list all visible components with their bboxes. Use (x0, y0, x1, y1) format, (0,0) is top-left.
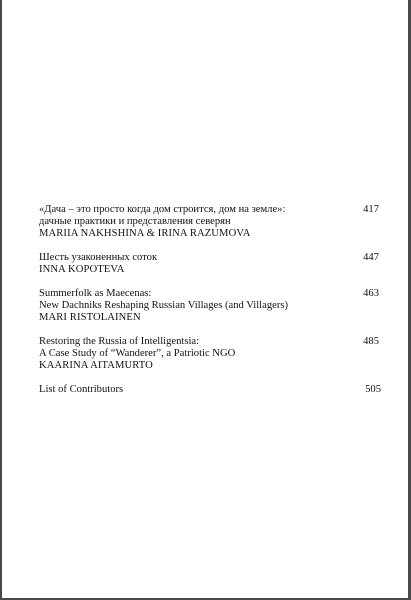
toc-entry-title-line: List of Contributors (39, 384, 124, 395)
toc-entry-author: MARIIA NAKHSHINA & IRINA RAZUMOVA (39, 228, 251, 239)
toc-entry-page-number: 447 (363, 252, 379, 263)
toc-entry-author: KAARINA AITAMURTO (39, 360, 153, 371)
toc-entry[interactable] (39, 336, 379, 372)
toc-entry[interactable] (39, 252, 379, 276)
toc-entry-title-line: New Dachniks Reshaping Russian Villages (and Villagers) (39, 300, 289, 311)
toc-entry-title-line: «Дача – это просто когда дом строится, дом на земле»: (39, 204, 286, 215)
toc-entry-page-number: 485 (363, 336, 379, 347)
toc-entry-title-line: Restoring the Russia of Intelligentsia: (39, 336, 200, 347)
toc-entry-title-line: A Case Study of “Wanderer”, a Patriotic NGO (39, 348, 236, 359)
toc-entry-title-line: дачные практики и представления северян (39, 216, 231, 227)
toc-entry[interactable] (39, 288, 379, 324)
toc-entry-page-number: 417 (363, 204, 379, 215)
toc-entry-author: INNA KOPOTEVA (39, 264, 125, 275)
toc-entry-title-line: Summerfolk as Maecenas: (39, 288, 152, 299)
table-of-contents (39, 204, 379, 408)
toc-entry-contributors[interactable] (39, 384, 379, 396)
toc-entry-page-number: 463 (363, 288, 379, 299)
toc-entry[interactable] (39, 204, 379, 240)
document-page (2, 0, 408, 598)
toc-entry-author: MARI RISTOLAINEN (39, 312, 141, 323)
toc-entry-title-line: Шесть узаконенных соток (39, 252, 158, 263)
toc-entry-page-number: 505 (365, 384, 381, 395)
